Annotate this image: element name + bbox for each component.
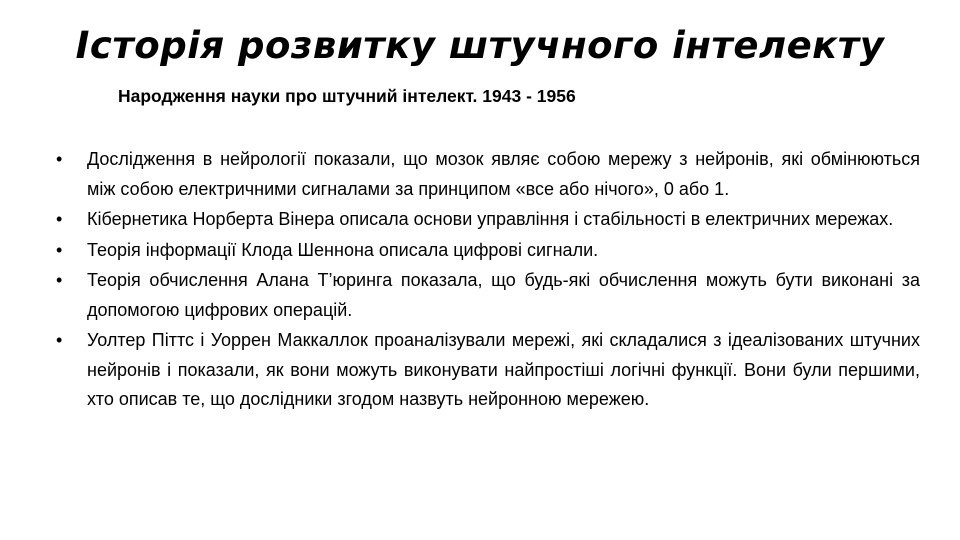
bullet-item [56, 236, 920, 266]
bullet-item [56, 326, 920, 415]
bullet-marker: • [56, 330, 63, 350]
slide-subtitle: Народження науки про штучний інтелект. 1943 - 1956 [118, 86, 576, 106]
slide-title: Історія розвитку штучного інтелекту [75, 24, 885, 67]
bullet-text: Кібернетика Норберта Вінера описала основи управління і стабільності в електричних мережах. [87, 209, 894, 229]
bullet-list [56, 145, 920, 416]
bullet-marker: • [56, 149, 63, 169]
bullet-item [56, 205, 920, 235]
bullet-text: Уолтер Піттс і Уоррен Маккаллок проаналізували мережі, які складалися з ідеалізованих штучних нейронів і показали, як вони можуть виконувати найпростіші логічні функції. Вони були першими, хто описав те, що дослідники згодом назвуть нейронною мережею. [87, 330, 920, 409]
bullet-marker: • [56, 209, 63, 229]
bullet-text: Теорія інформації Клода Шеннона описала цифрові сигнали. [87, 239, 599, 260]
bullet-text: Дослідження в нейрології показали, що мозок являє собою мережу з нейронів, які обмінюються між собою електричними сигналами за принципом «все або нічого», 0 або 1. [87, 149, 920, 199]
bullet-item [56, 266, 920, 325]
bullet-text: Теорія обчислення Алана Т’юринга показала, що будь-які обчислення можуть бути виконані за допомогою цифрових операцій. [87, 270, 920, 320]
bullet-item [56, 145, 920, 204]
bullet-marker: • [56, 270, 63, 290]
bullet-marker: • [56, 239, 63, 260]
